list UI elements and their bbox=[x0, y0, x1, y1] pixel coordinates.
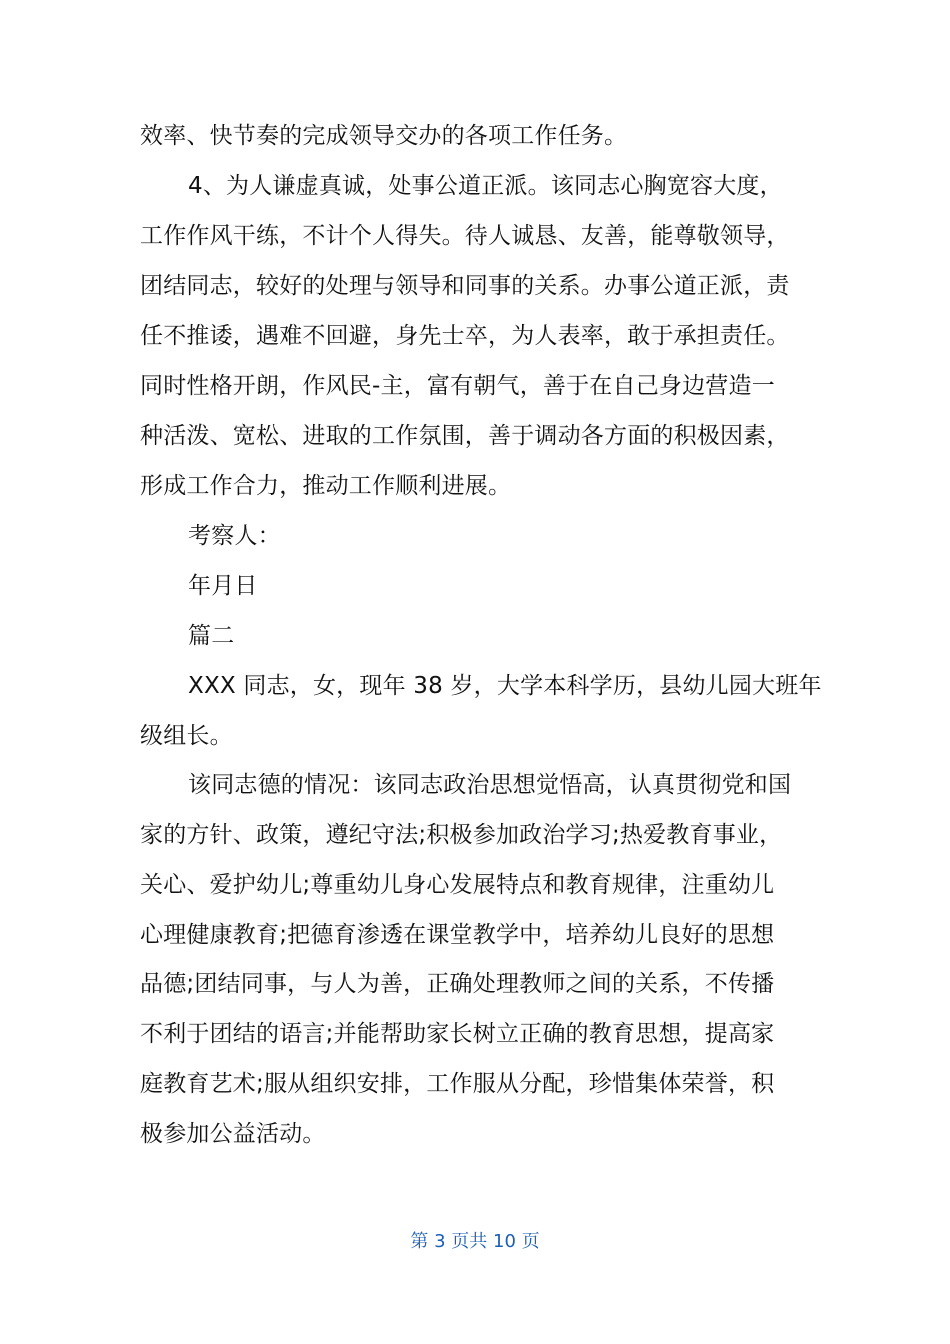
text-line: 团结同志，较好的处理与领导和同事的关系。办事公道正派，责 bbox=[140, 273, 790, 299]
text-line: 任不推诿，遇难不回避，身先士卒，为人表率，敢于承担责任。 bbox=[140, 323, 790, 349]
inspector-label: 考察人： bbox=[188, 523, 281, 549]
page-number-footer: 第 3 页共 10 页 bbox=[410, 1231, 540, 1252]
date-label: 年月日 bbox=[188, 573, 258, 599]
text-line: 极参加公益活动。 bbox=[140, 1121, 326, 1147]
text-line: 种活泼、宽松、进取的工作氛围，善于调动各方面的积极因素， bbox=[140, 423, 790, 449]
text-line: 该同志德的情况：该同志政治思想觉悟高，认真贯彻党和国 bbox=[188, 772, 792, 798]
text-line: 形成工作合力，推动工作顺利进展。 bbox=[140, 473, 512, 499]
text-line: XXX 同志，女，现年 38 岁，大学本科学历，县幼儿园大班年 bbox=[188, 673, 822, 699]
text-line: 4、为人谦虚真诚，处事公道正派。该同志心胸宽容大度， bbox=[188, 173, 783, 199]
text-line: 同时性格开朗，作风民-主，富有朝气，善于在自己身边营造一 bbox=[140, 373, 775, 399]
text-line: 心理健康教育;把德育渗透在课堂教学中，培养幼儿良好的思想 bbox=[140, 922, 775, 948]
text-line: 级组长。 bbox=[140, 723, 233, 749]
text-line: 家的方针、政策，遵纪守法;积极参加政治学习;热爱教育事业， bbox=[140, 822, 783, 848]
text-line: 关心、爱护幼儿;尊重幼儿身心发展特点和教育规律，注重幼儿 bbox=[140, 872, 775, 898]
text-line: 不利于团结的语言;并能帮助家长树立正确的教育思想，提高家 bbox=[140, 1021, 775, 1047]
text-line: 庭教育艺术;服从组织安排，工作服从分配，珍惜集体荣誉，积 bbox=[140, 1071, 775, 1097]
text-line: 品德;团结同事，与人为善，正确处理教师之间的关系，不传播 bbox=[140, 971, 775, 997]
section-heading: 篇二 bbox=[188, 623, 235, 649]
text-line: 工作作风干练，不计个人得失。待人诚恳、友善，能尊敬领导， bbox=[140, 223, 790, 249]
text-line: 效率、快节奏的完成领导交办的各项工作任务。 bbox=[140, 123, 628, 149]
